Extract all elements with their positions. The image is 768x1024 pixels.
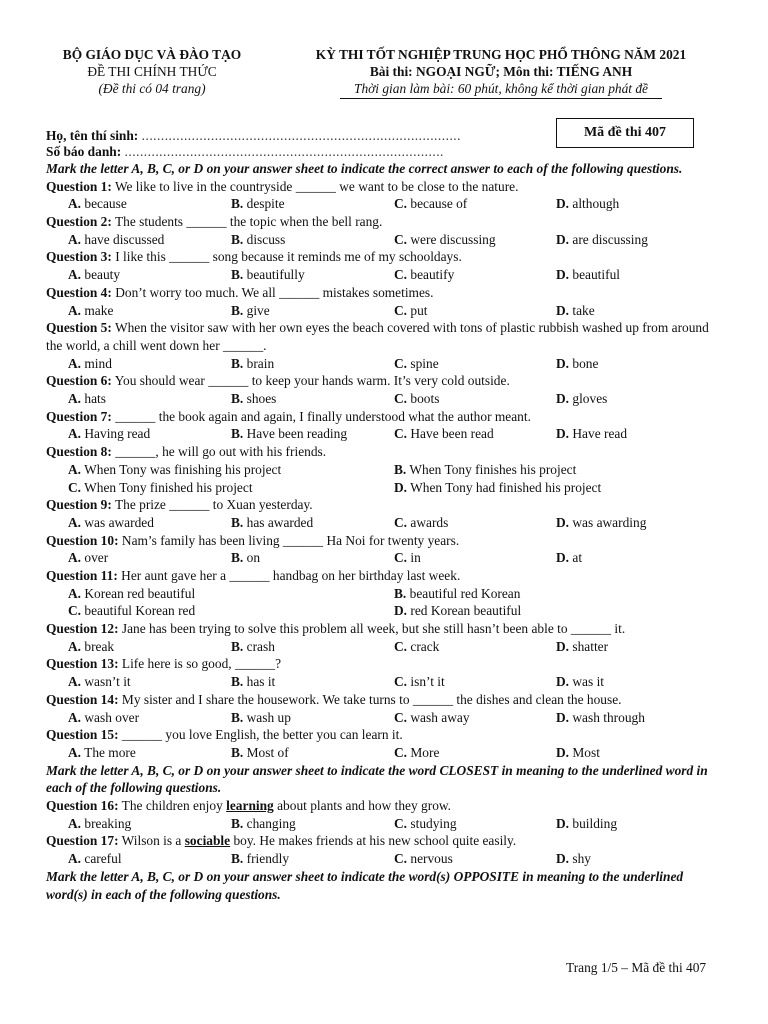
option-text: were discussing [410, 231, 496, 247]
answer-option [556, 390, 607, 408]
answer-option [68, 461, 281, 479]
options-row [46, 673, 728, 691]
option-letter: A. [68, 674, 82, 690]
name-dots: ................................................................................... [141, 128, 461, 143]
time-line: Thời gian làm bài: 60 phút, không kể thời gian phát đề [340, 80, 662, 99]
option-text: wasn’t it [84, 674, 131, 690]
option-letter: C. [394, 674, 408, 690]
question-label: Question 16: [46, 798, 119, 814]
option-text: gloves [572, 391, 608, 407]
option-text: break [84, 638, 115, 654]
candidate-info [46, 125, 728, 160]
option-letter: C. [394, 514, 408, 530]
option-text: awards [410, 514, 449, 530]
options-row [46, 709, 728, 727]
answer-option [394, 638, 439, 656]
option-text: beauty [84, 267, 121, 283]
option-text: was awarding [572, 514, 647, 530]
question-stem [46, 284, 728, 302]
options-row [46, 479, 728, 497]
answer-option [231, 514, 313, 532]
option-text: was it [572, 674, 605, 690]
option-letter: B. [231, 302, 244, 318]
option-text: mind [84, 355, 112, 371]
answer-option [68, 355, 112, 373]
option-letter: C. [394, 391, 408, 407]
option-text: because of [410, 196, 468, 212]
option-text: has awarded [246, 514, 314, 530]
answer-option [394, 585, 520, 603]
option-letter: D. [556, 302, 570, 318]
question-stem [46, 832, 728, 850]
option-text: crack [410, 638, 440, 654]
option-letter: D. [394, 479, 408, 495]
option-letter: A. [68, 196, 82, 212]
question-text: We like to live in the countryside ______ we want to be close to the nature. [114, 178, 519, 194]
option-text: wash over [84, 709, 140, 725]
instruction: Mark the letter A, B, C, or D on your answer sheet to indicate the correct answer to each of the following questions. [46, 161, 683, 176]
option-letter: C. [394, 355, 408, 371]
exam-code-box: Mã đề thi 407 [556, 118, 694, 148]
option-letter: D. [556, 815, 570, 831]
question-text: The prize ______ to Xuan yesterday. [114, 497, 313, 513]
option-text: Most of [246, 744, 289, 760]
header-right [266, 46, 736, 99]
options-row [46, 266, 728, 284]
option-letter: C. [394, 267, 408, 283]
question-label: Question 9: [46, 497, 112, 513]
question-label: Question 1: [46, 178, 112, 194]
option-letter: B. [394, 461, 407, 477]
option-text: was awarded [84, 514, 154, 530]
question-text: Don’t worry too much. We all ______ mistakes sometimes. [115, 284, 434, 300]
option-text: shatter [572, 638, 609, 654]
option-text: crash [246, 638, 275, 654]
option-letter: A. [68, 709, 82, 725]
question-text: The students ______ the topic when the bell rang. [114, 214, 383, 230]
number-dots: ................................................................................... [124, 144, 444, 159]
answer-option [231, 850, 289, 868]
option-letter: A. [68, 851, 82, 867]
option-text: over [84, 550, 109, 566]
option-letter: A. [68, 550, 82, 566]
option-text: in [410, 550, 421, 566]
options-row [46, 231, 728, 249]
question-text: I like this ______ song because it reminds me of my schooldays. [115, 249, 462, 265]
option-letter: B. [231, 514, 244, 530]
options-row [46, 744, 728, 762]
option-letter: B. [231, 674, 244, 690]
answer-option [556, 266, 620, 284]
option-text: give [246, 302, 270, 318]
question-stem [46, 213, 728, 231]
question-stem [46, 567, 728, 585]
option-text: bone [572, 355, 599, 371]
option-letter: B. [231, 709, 244, 725]
answer-option [394, 425, 494, 443]
option-letter: D. [556, 638, 570, 654]
option-letter: B. [231, 638, 244, 654]
options-row [46, 638, 728, 656]
answer-option [394, 479, 601, 497]
question-label: Question 3: [46, 249, 112, 265]
question-stem [46, 248, 728, 266]
option-letter: D. [556, 426, 570, 442]
option-text: When Tony finishes his project [409, 461, 577, 477]
answer-option [394, 231, 496, 249]
answer-option [394, 514, 448, 532]
question-label: Question 2: [46, 214, 112, 230]
answer-option [68, 638, 114, 656]
option-text: are discussing [572, 231, 648, 247]
header-left [46, 46, 258, 97]
question-text-post: about plants and how they grow. [273, 798, 452, 814]
answer-option [394, 709, 470, 727]
option-text: beautifully [246, 267, 305, 283]
question-stem [46, 691, 728, 709]
options-row [46, 461, 728, 479]
answer-option [231, 355, 274, 373]
question-stem [46, 620, 728, 638]
question-stem [46, 178, 728, 196]
answer-option [394, 266, 454, 284]
answer-option [231, 549, 260, 567]
answer-option [68, 195, 127, 213]
answer-option [394, 744, 439, 762]
option-letter: A. [68, 355, 82, 371]
answer-option [394, 549, 421, 567]
option-text: beautiful red Korean [409, 585, 521, 601]
option-letter: C. [394, 638, 408, 654]
answer-option [68, 266, 120, 284]
option-text: boots [410, 391, 440, 407]
options-row [46, 514, 728, 532]
question-label: Question 5: [46, 320, 112, 336]
option-text: studying [410, 815, 457, 831]
question-text: Life here is so good, ______? [121, 656, 282, 672]
options-row [46, 602, 728, 620]
option-text: despite [246, 196, 285, 212]
answer-option [394, 815, 457, 833]
exam-body [46, 160, 728, 903]
option-text: brain [246, 355, 275, 371]
options-row [46, 302, 728, 320]
option-text: When Tony had finished his project [410, 479, 602, 495]
options-row [46, 425, 728, 443]
option-letter: B. [231, 550, 244, 566]
option-text: wash through [572, 709, 645, 725]
option-text: discuss [246, 231, 286, 247]
options-row [46, 390, 728, 408]
option-letter: C. [394, 196, 408, 212]
option-letter: A. [68, 231, 82, 247]
option-letter: A. [68, 302, 82, 318]
question-label: Question 7: [46, 408, 112, 424]
options-row [46, 815, 728, 833]
answer-option [231, 425, 347, 443]
option-letter: C. [394, 550, 408, 566]
answer-option [394, 355, 439, 373]
option-letter: A. [68, 461, 82, 477]
option-letter: C. [394, 302, 408, 318]
answer-option [556, 231, 648, 249]
option-text: Have been reading [246, 426, 348, 442]
question-stem [46, 443, 728, 461]
option-letter: C. [68, 603, 82, 619]
option-letter: A. [68, 585, 82, 601]
answer-option [231, 231, 285, 249]
option-letter: D. [556, 709, 570, 725]
answer-option [68, 815, 131, 833]
option-text: Have read [572, 426, 628, 442]
option-letter: B. [231, 391, 244, 407]
question-text: Nam’s family has been living ______ Ha Noi for twenty years. [121, 532, 460, 548]
option-text: wash away [410, 709, 470, 725]
option-letter: A. [68, 391, 82, 407]
option-letter: D. [556, 744, 570, 760]
pages-note: (Đề thi có 04 trang) [98, 81, 206, 96]
official-label: ĐỀ THI CHÍNH THỨC [87, 64, 217, 79]
question-stem [46, 726, 728, 744]
option-text: red Korean beautiful [410, 603, 522, 619]
answer-option [68, 425, 150, 443]
instruction: Mark the letter A, B, C, or D on your answer sheet to indicate the word(s) OPPOSITE in meaning to the underlined word(s) in each of the following questions. [46, 868, 684, 902]
answer-option [556, 850, 591, 868]
options-row [46, 585, 728, 603]
answer-option [556, 744, 600, 762]
underlined-word: sociable [184, 833, 231, 849]
answer-option [231, 195, 285, 213]
option-letter: A. [68, 267, 82, 283]
exam-title: KỲ THI TỐT NGHIỆP TRUNG HỌC PHỔ THÔNG NĂM 2021 [315, 47, 687, 62]
option-text: beautiful Korean red [84, 603, 196, 619]
option-letter: C. [68, 479, 82, 495]
answer-option [231, 673, 275, 691]
page-footer: Trang 1/5 – Mã đề thi 407 [566, 960, 707, 975]
option-text: have discussed [84, 231, 165, 247]
option-text: When Tony was finishing his project [84, 461, 282, 477]
question-stem [46, 655, 728, 673]
option-letter: D. [556, 674, 570, 690]
question-text: ______ the book again and again, I finally understood what the author meant. [115, 408, 531, 424]
option-text: on [246, 550, 261, 566]
option-letter: B. [231, 744, 244, 760]
answer-option [394, 602, 521, 620]
option-letter: D. [394, 603, 408, 619]
answer-option [556, 355, 598, 373]
option-letter: A. [68, 514, 82, 530]
option-letter: D. [556, 550, 570, 566]
option-text: has it [246, 674, 276, 690]
answer-option [231, 266, 305, 284]
option-text: although [572, 196, 620, 212]
name-label: Họ, tên thí sinh: [46, 128, 139, 143]
question-label: Question 12: [46, 621, 119, 637]
option-text: shoes [246, 391, 277, 407]
options-row [46, 850, 728, 868]
option-letter: C. [394, 815, 408, 831]
answer-option [231, 302, 270, 320]
option-letter: A. [68, 744, 82, 760]
question-text: When the visitor saw with her own eyes the beach covered with tons of plastic rubbish washed up from around the world, a chill went down her ______. [46, 320, 709, 353]
number-label: Số báo danh: [46, 144, 122, 159]
option-text: Korean red beautiful [84, 585, 196, 601]
option-text: Have been read [410, 426, 494, 442]
question-text: You should wear ______ to keep your hands warm. It’s very cold outside. [114, 373, 510, 389]
answer-option [231, 744, 289, 762]
option-letter: B. [231, 231, 244, 247]
answer-option [394, 850, 453, 868]
question-label: Question 6: [46, 373, 112, 389]
option-letter: D. [556, 355, 570, 371]
question-text: My sister and I share the housework. We take turns to ______ the dishes and clean the house. [121, 691, 622, 707]
option-letter: D. [556, 514, 570, 530]
answer-option [68, 231, 164, 249]
option-text: isn’t it [410, 674, 445, 690]
option-letter: B. [231, 426, 244, 442]
exam-header [46, 46, 728, 106]
answer-option [231, 390, 276, 408]
option-letter: C. [394, 851, 408, 867]
question-text: Her aunt gave her a ______ handbag on her birthday last week. [121, 568, 461, 583]
options-row [46, 549, 728, 567]
question-text-pre: Wilson is a [121, 833, 185, 849]
option-text: nervous [410, 851, 453, 867]
answer-option [394, 461, 576, 479]
answer-option [556, 549, 582, 567]
question-stem [46, 319, 728, 354]
option-letter: B. [231, 267, 244, 283]
answer-option [231, 638, 275, 656]
answer-option [556, 195, 619, 213]
question-stem [46, 797, 728, 815]
option-text: More [410, 744, 440, 760]
option-letter: D. [556, 231, 570, 247]
question-text: ______, he will go out with his friends. [115, 444, 327, 460]
option-letter: D. [556, 196, 570, 212]
question-text: Jane has been trying to solve this problem all week, but she still hasn’t been able to ______ it. [121, 621, 626, 637]
answer-option [556, 673, 604, 691]
answer-option [556, 514, 646, 532]
option-text: hats [84, 391, 106, 407]
answer-option [68, 850, 122, 868]
question-stem [46, 372, 728, 390]
option-letter: C. [394, 231, 408, 247]
option-text: careful [84, 851, 122, 867]
option-text: because [84, 196, 127, 212]
question-label: Question 14: [46, 691, 119, 707]
option-text: The more [84, 744, 136, 760]
option-letter: C. [394, 709, 408, 725]
option-letter: D. [556, 267, 570, 283]
option-text: at [572, 550, 583, 566]
answer-option [68, 390, 106, 408]
option-text: spine [410, 355, 439, 371]
option-text: beautiful [572, 267, 620, 283]
question-label: Question 10: [46, 532, 119, 548]
answer-option [68, 585, 195, 603]
option-letter: B. [231, 196, 244, 212]
option-text: breaking [84, 815, 132, 831]
option-letter: B. [231, 355, 244, 371]
option-text: take [572, 302, 595, 318]
option-letter: C. [394, 426, 408, 442]
option-text: shy [572, 851, 591, 867]
options-row [46, 355, 728, 373]
question-label: Question 4: [46, 284, 112, 300]
options-row [46, 195, 728, 213]
answer-option [231, 709, 291, 727]
question-label: Question 8: [46, 444, 112, 460]
question-label: Question 11: [46, 568, 118, 583]
question-label: Question 13: [46, 656, 119, 672]
question-label: Question 15: [46, 727, 119, 743]
question-stem [46, 496, 728, 514]
exam-page [46, 46, 728, 903]
answer-option [556, 709, 645, 727]
answer-option [68, 514, 154, 532]
option-letter: B. [394, 585, 407, 601]
option-letter: B. [231, 851, 244, 867]
instruction: Mark the letter A, B, C, or D on your answer sheet to indicate the word CLOSEST in meaning to the underlined word in each of the following questions. [46, 762, 708, 796]
answer-option [68, 602, 195, 620]
question-text: ______ you love English, the better you can learn it. [121, 727, 403, 743]
option-text: friendly [246, 851, 290, 867]
answer-option [68, 673, 131, 691]
ministry-name: BỘ GIÁO DỤC VÀ ĐÀO TẠO [62, 47, 242, 62]
answer-option [556, 425, 627, 443]
option-text: put [410, 302, 428, 318]
option-letter: C. [394, 744, 408, 760]
option-text: Having read [84, 426, 151, 442]
option-letter: A. [68, 638, 82, 654]
option-letter: D. [556, 391, 570, 407]
question-text-pre: The children enjoy [121, 798, 227, 814]
answer-option [394, 302, 428, 320]
question-stem [46, 532, 728, 550]
answer-option [556, 815, 617, 833]
option-text: make [84, 302, 114, 318]
option-text: When Tony finished his project [84, 479, 253, 495]
option-letter: B. [231, 815, 244, 831]
option-text: changing [246, 815, 296, 831]
option-text: wash up [246, 709, 291, 725]
option-letter: A. [68, 426, 82, 442]
answer-option [394, 195, 467, 213]
answer-option [231, 815, 296, 833]
subject-line: Bài thi: NGOẠI NGỮ; Môn thi: TIẾNG ANH [369, 64, 633, 79]
question-stem [46, 408, 728, 426]
underlined-word: learning [226, 798, 274, 814]
answer-option [394, 390, 439, 408]
option-text: Most [572, 744, 600, 760]
answer-option [68, 744, 136, 762]
answer-option [68, 479, 253, 497]
option-letter: D. [556, 851, 570, 867]
question-label: Question 17: [46, 833, 119, 849]
answer-option [556, 638, 608, 656]
answer-option [394, 673, 445, 691]
answer-option [68, 709, 139, 727]
question-text-post: boy. He makes friends at his new school quite easily. [230, 833, 517, 849]
option-text: beautify [410, 267, 455, 283]
answer-option [556, 302, 595, 320]
answer-option [68, 302, 113, 320]
option-letter: A. [68, 815, 82, 831]
option-text: building [572, 815, 618, 831]
answer-option [68, 549, 108, 567]
